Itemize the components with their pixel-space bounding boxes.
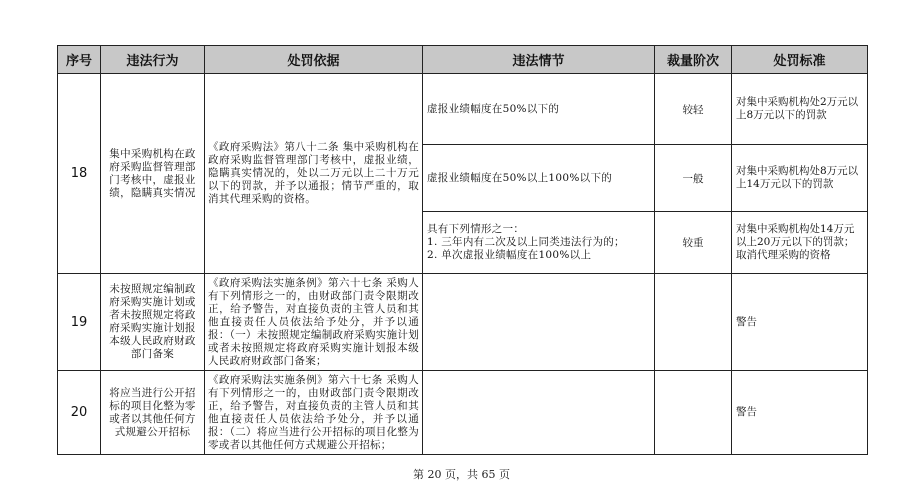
penalty-standard: 警告 [732, 274, 868, 371]
header-no: 序号 [58, 46, 101, 74]
penalty-basis: 《政府采购法》第八十二条 集中采购机构在政府采购监督管理部门考核中，虚报业绩，隐瞒真实情况的，处以二万元以上二十万元以下的罚款，并予以通报；情节严重的，取消其代理采购的资格。 [205, 74, 423, 274]
penalty-table [57, 45, 868, 455]
row-number: 19 [58, 274, 101, 371]
penalty-standard: 警告 [732, 371, 868, 455]
header-basis: 处罚依据 [205, 46, 423, 74]
discretion-level: 较轻 [655, 74, 732, 145]
row-number: 18 [58, 74, 101, 274]
violation-act: 集中采购机构在政府采购监督管理部门考核中，虚报业绩，隐瞒真实情况 [101, 74, 205, 274]
discretion-level [655, 274, 732, 371]
table-header-row [58, 46, 868, 74]
discretion-level: 较重 [655, 212, 732, 274]
header-standard: 处罚标准 [732, 46, 868, 74]
violation-plot [423, 274, 655, 371]
violation-act: 将应当进行公开招标的项目化整为零或者以其他任何方式规避公开招标 [101, 371, 205, 455]
penalty-basis: 《政府采购法实施条例》第六十七条 采购人有下列情形之一的，由财政部门责令限期改正，给予警告，对直接负责的主管人员和其他直接责任人员依法给予处分，并予以通报：（二）将应当进行公开招标的项目化整为零或者以其他任何方式规避公开招标； [205, 371, 423, 455]
violation-plot: 虚报业绩幅度在50%以上100%以下的 [423, 145, 655, 212]
header-act: 违法行为 [101, 46, 205, 74]
header-level: 裁量阶次 [655, 46, 732, 74]
violation-plot: 虚报业绩幅度在50%以下的 [423, 74, 655, 145]
violation-act: 未按照规定编制政府采购实施计划或者未按照规定将政府采购实施计划报本级人民政府财政部门备案 [101, 274, 205, 371]
row-number: 20 [58, 371, 101, 455]
table-row [58, 74, 868, 145]
penalty-basis: 《政府采购法实施条例》第六十七条 采购人有下列情形之一的，由财政部门责令限期改正，给予警告，对直接负责的主管人员和其他直接责任人员依法给予处分，并予以通报：（一）未按照规定编制政府采购实施计划或者未按照规定将政府采购实施计划报本级人民政府财政部门备案； [205, 274, 423, 371]
penalty-standard: 对集中采购机构处8万元以上14万元以下的罚款 [732, 145, 868, 212]
penalty-standard: 对集中采购机构处14万元以上20万元以下的罚款；取消代理采购的资格 [732, 212, 868, 274]
page-number: 第 20 页，共 65 页 [413, 468, 510, 481]
header-plot: 违法情节 [423, 46, 655, 74]
penalty-standard: 对集中采购机构处2万元以上8万元以下的罚款 [732, 74, 868, 145]
discretion-level [655, 371, 732, 455]
table-row [58, 274, 868, 371]
violation-plot: 具有下列情形之一： 1. 三年内有二次及以上同类违法行为的； 2. 单次虚报业绩幅度在100%以上 [423, 212, 655, 274]
discretion-level: 一般 [655, 145, 732, 212]
violation-plot [423, 371, 655, 455]
table-row [58, 371, 868, 455]
